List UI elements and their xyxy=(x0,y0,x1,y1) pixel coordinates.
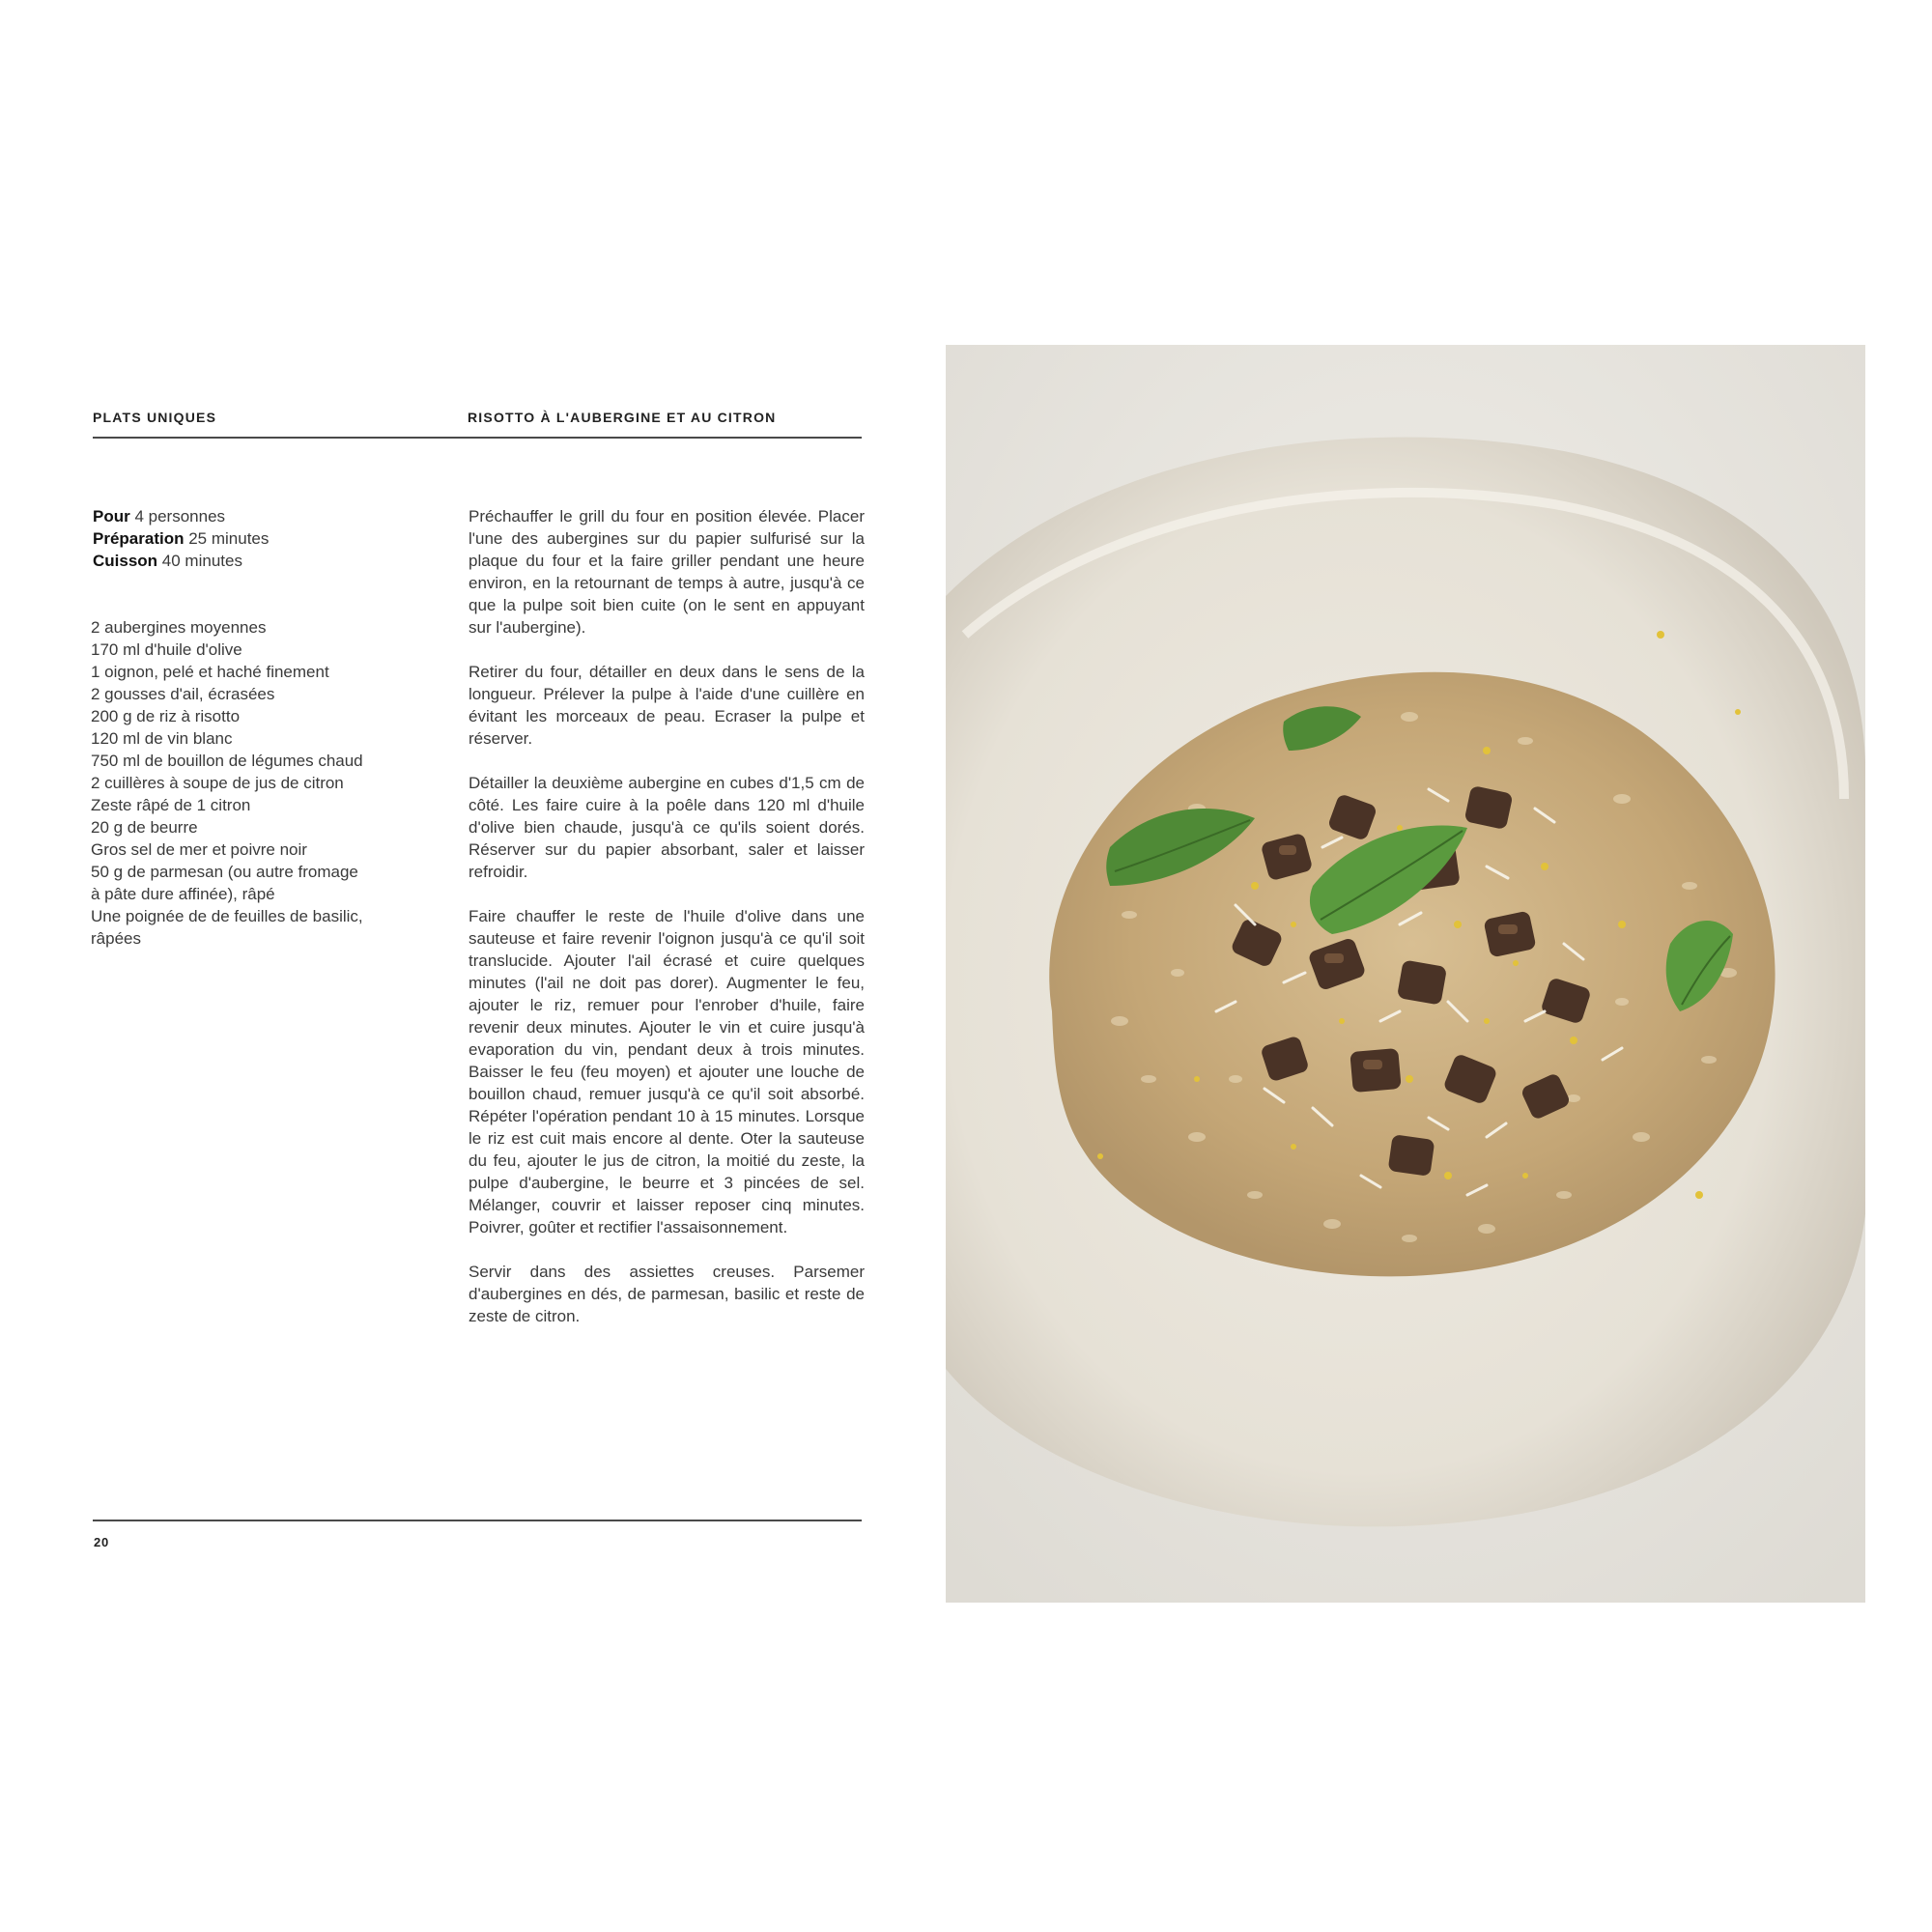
ingredient-item: 1 oignon, pelé et haché finement xyxy=(91,663,329,681)
ingredient-item: 750 ml de bouillon de légumes chaud xyxy=(91,752,363,770)
risotto-photo xyxy=(946,345,1865,1603)
meta-value: 25 minutes xyxy=(188,529,270,548)
method-paragraph: Faire chauffer le reste de l'huile d'olive dans une sauteuse et faire revenir l'oignon jusqu'à ce qu'il soit translucide. Ajouter l'ail écrasé et cuire quelques minutes (l'ail ne doit pas dorer). Augmenter le feu, ajouter le riz, remuer pour l'enrober d'huile, faire revenir deux minutes. Ajouter le vin et cuire jusqu'à evaporation du vin, pendant deux à trois minutes. Baisser le feu (feu moyen) et ajouter une louche de bouillon chaud, remuer jusqu'à ce qu'il soit absorbé. Répéter l'opération pendant 10 à 15 minutes. Lorsque le riz est cuit mais encore al dente. Oter la sauteuse du feu, ajouter le jus de citron, la moitié du zeste, la pulpe d'aubergine, le beurre et 3 pincées de sel. Mélanger, couvrir et laisser reposer cinq minutes. Poivrer, goûter et rectifier l'assaisonnement. xyxy=(469,907,865,1236)
ingredient-item: 2 aubergines moyennes xyxy=(91,618,267,637)
ingredient-list xyxy=(91,616,410,950)
page-number: 20 xyxy=(94,1535,110,1549)
meta-servings xyxy=(93,505,440,527)
meta-value: 4 personnes xyxy=(134,507,226,526)
method-paragraph: Servir dans des assiettes creuses. Parsemer d'aubergines en dés, de parmesan, basilic et reste de zeste de citron. xyxy=(469,1263,865,1325)
section-label: PLATS UNIQUES xyxy=(93,410,217,425)
page-header xyxy=(93,404,862,439)
recipe-meta xyxy=(93,505,440,572)
ingredient-item: à pâte dure affinée), râpé xyxy=(91,885,275,903)
method-steps xyxy=(469,505,865,1350)
ingredient-item: 200 g de riz à risotto xyxy=(91,707,241,725)
meta-value: 40 minutes xyxy=(161,552,242,570)
ingredient-item: Zeste râpé de 1 citron xyxy=(91,796,251,814)
ingredient-item: 2 cuillères à soupe de jus de citron xyxy=(91,774,344,792)
ingredient-item: Gros sel de mer et poivre noir xyxy=(91,840,307,859)
ingredient-item: 50 g de parmesan (ou autre fromage xyxy=(91,863,358,881)
method-paragraph: Détailler la deuxième aubergine en cubes d'1,5 cm de côté. Les faire cuire à la poêle dans 120 ml d'huile d'olive bien chaude, jusqu'à ce qu'ils soient dorés. Réserver sur du papier absorbant, saler et laisser refroidir. xyxy=(469,774,865,881)
ingredient-item: 120 ml de vin blanc xyxy=(91,729,233,748)
ingredient-item: 2 gousses d'ail, écrasées xyxy=(91,685,275,703)
ingredient-item: Une poignée de de feuilles de basilic, xyxy=(91,907,363,925)
method-paragraph: Préchauffer le grill du four en position élevée. Placer l'une des aubergines sur du papier sulfurisé sur la plaque du four et la faire griller pendant une heure environ, en la retournant de temps à autre, jusqu'à ce que la pulpe soit bien cuite (on le sent en appuyant sur l'aubergine). xyxy=(469,507,865,637)
ingredient-item: râpées xyxy=(91,929,141,948)
ingredient-item: 170 ml d'huile d'olive xyxy=(91,640,242,659)
ingredient-item: 20 g de beurre xyxy=(91,818,198,837)
meta-label: Pour xyxy=(93,507,130,526)
method-paragraph: Retirer du four, détailler en deux dans le sens de la longueur. Prélever la pulpe à l'aide d'une cuillère en évitant les morceaux de peau. Ecraser la pulpe et réserver. xyxy=(469,663,865,748)
meta-preparation xyxy=(93,527,440,550)
meta-label: Préparation xyxy=(93,529,185,548)
footer-rule xyxy=(93,1520,862,1521)
recipe-title: RISOTTO À L'AUBERGINE ET AU CITRON xyxy=(468,410,777,425)
meta-cooking xyxy=(93,550,440,572)
meta-label: Cuisson xyxy=(93,552,158,570)
risotto-illustration xyxy=(946,345,1865,1603)
